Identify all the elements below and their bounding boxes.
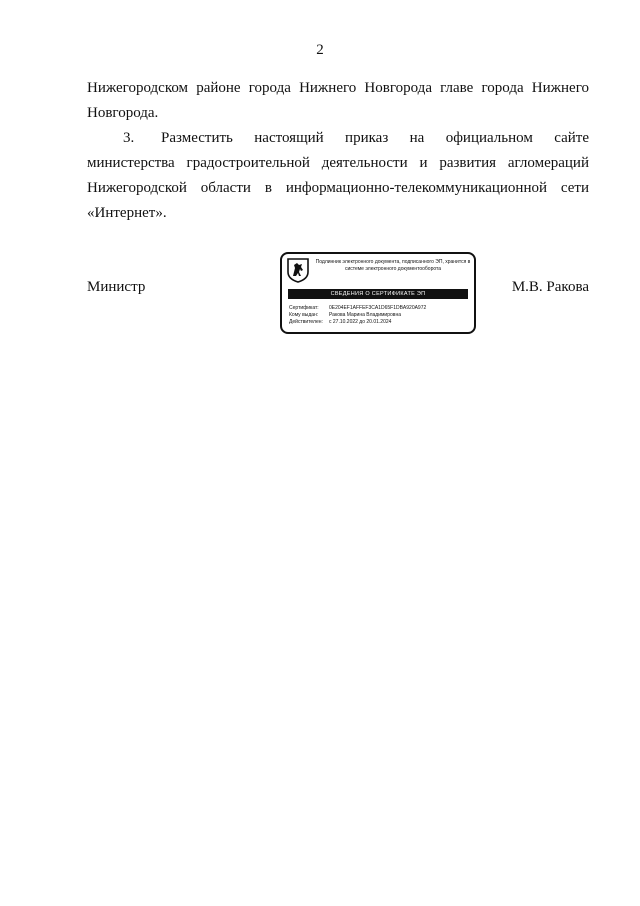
- document-body: [87, 76, 589, 226]
- signatory-name: М.В. Ракова: [511, 279, 589, 295]
- item-3-text: Разместить настоящий приказ на официальном сайте министерства градостроительной деятельности и развития агломераций Нижегородской области в информационно-телекоммуникационной сети «Интернет».: [87, 130, 589, 221]
- certificate-value: 0E204EF1AFFEF3CA1D65F1DBA920A972: [329, 305, 427, 311]
- issued-to-label: Кому выдан:: [289, 312, 319, 318]
- paragraph-item-3: [87, 126, 589, 226]
- paragraph-continuation: Нижегородском районе города Нижнего Новгорода главе города Нижнего Новгорода.: [87, 80, 589, 121]
- validity-label: Действителен:: [289, 319, 323, 325]
- signatory-position: Министр: [87, 279, 146, 295]
- coat-of-arms-icon: [287, 258, 309, 283]
- electronic-signature-stamp: [280, 252, 476, 334]
- certificate-label: Сертификат:: [289, 305, 319, 311]
- item-3-number: 3.: [123, 130, 135, 146]
- issued-to-value: Ракова Марина Владимировна: [329, 312, 401, 318]
- validity-value: с 27.10.2022 до 20.01.2024: [329, 319, 392, 325]
- page-number: 2: [316, 42, 324, 58]
- stamp-certificate-title: СВЕДЕНИЯ О СЕРТИФИКАТЕ ЭП: [288, 289, 468, 299]
- stamp-details: [289, 305, 471, 326]
- issued-to-line: [289, 312, 471, 319]
- certificate-line: [289, 305, 471, 312]
- validity-line: [289, 319, 471, 326]
- stamp-header: Подлинник электронного документа, подписанного ЭП, хранится в системе электронного документооборота: [315, 259, 471, 272]
